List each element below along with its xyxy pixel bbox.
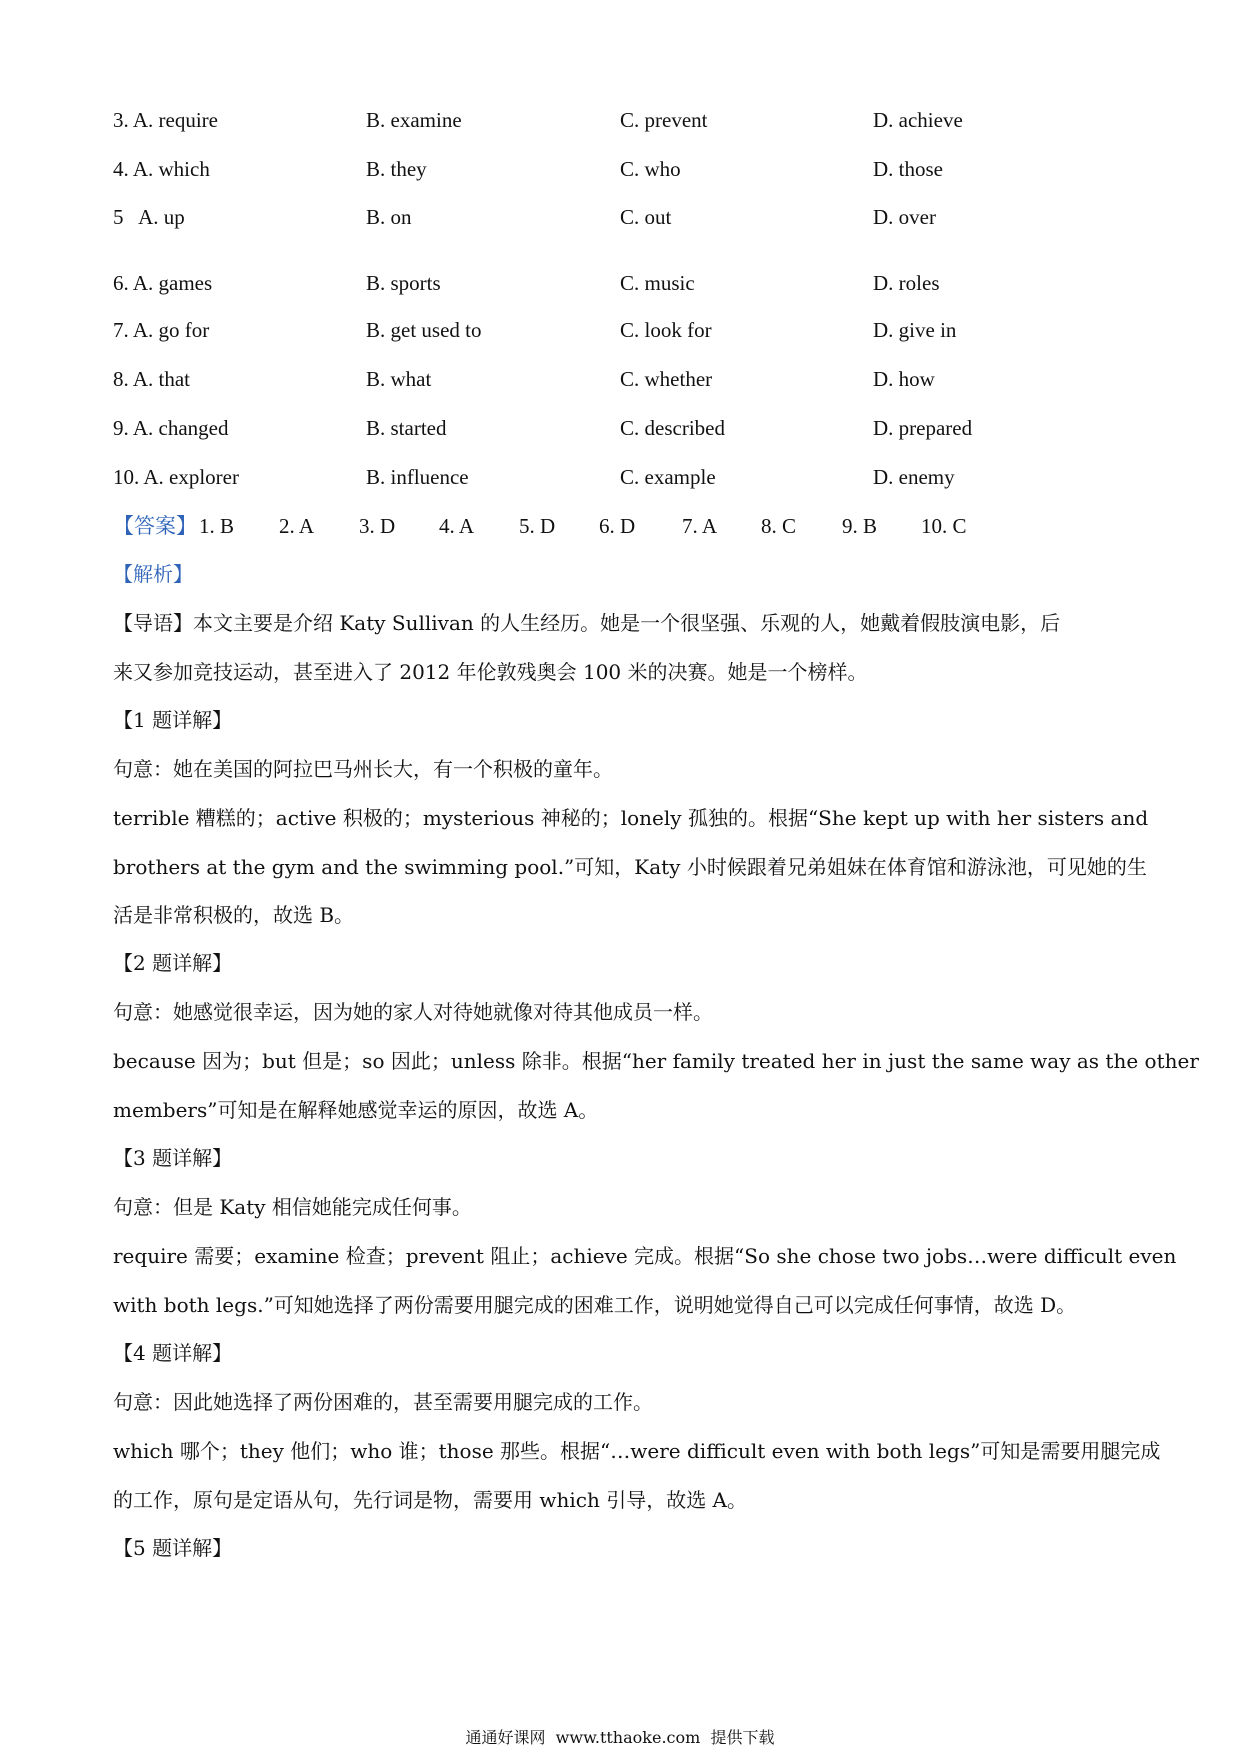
answer-item: 8. C — [761, 514, 797, 538]
answer-key — [113, 509, 967, 543]
option-a: 7. A. go for — [113, 318, 210, 342]
section-heading: 【5 题详解】 — [113, 1536, 233, 1560]
section-heading: 【2 题详解】 — [113, 951, 233, 975]
option-b: B. sports — [366, 271, 441, 295]
option-d: D. how — [873, 367, 935, 391]
option-b: B. influence — [366, 465, 469, 489]
option-b: B. what — [366, 367, 432, 391]
sentence-meaning: 句意：她感觉很幸运，因为她的家人对待她就像对待其他成员一样。 — [113, 1000, 713, 1024]
option-row-4 — [113, 152, 1133, 186]
answer-item: 10. C — [921, 514, 967, 538]
sentence-meaning: 句意：因此她选择了两份困难的，甚至需要用腿完成的工作。 — [113, 1390, 653, 1414]
option-b: B. on — [366, 205, 412, 229]
answer-item: 9. B — [842, 514, 878, 538]
option-row-8 — [113, 362, 1133, 396]
analysis-label: 【解析】 — [113, 562, 193, 586]
explanation-line: 活是非常积极的，故选 B。 — [113, 903, 355, 927]
section-heading: 【4 题详解】 — [113, 1341, 233, 1365]
answer-label: 【答案】 — [113, 514, 197, 538]
option-row-3 — [113, 103, 1133, 137]
section-heading: 【1 题详解】 — [113, 708, 233, 732]
option-a: 8. A. that — [113, 367, 190, 391]
sentence-meaning: 句意：她在美国的阿拉巴马州长大，有一个积极的童年。 — [113, 757, 613, 781]
answer-item: 4. A — [439, 514, 475, 538]
option-c: C. whether — [620, 367, 713, 391]
option-d: D. enemy — [873, 465, 955, 489]
sentence-meaning: 句意：但是 Katy 相信她能完成任何事。 — [113, 1195, 472, 1219]
option-c: C. who — [620, 157, 681, 181]
explanation-line: which 哪个；they 他们；who 谁；those 那些。根据“…were difficult even with both legs”可知是需要用腿完成 — [113, 1439, 1161, 1463]
option-b: B. they — [366, 157, 427, 181]
option-c: C. out — [620, 205, 672, 229]
option-row-5 — [113, 200, 1133, 234]
page-footer: 通通好课网 www.tthaoke.com 提供下载 — [465, 1728, 775, 1747]
explanation-line: with both legs.”可知她选择了两份需要用腿完成的困难工作，说明她觉得自己可以完成任何事情，故选 D。 — [113, 1293, 1077, 1317]
answer-item: 7. A — [682, 514, 718, 538]
intro-line: 来又参加竞技运动，甚至进入了 2012 年伦敦残奥会 100 米的决赛。她是一个榜样。 — [113, 660, 868, 684]
option-row-6 — [113, 266, 1133, 300]
option-c: C. example — [620, 465, 716, 489]
option-a: 6. A. games — [113, 271, 213, 295]
explanation-line: because 因为；but 但是；so 因此；unless 除非。根据“her family treated her in just the same way as the other — [113, 1049, 1199, 1073]
option-a: 3. A. require — [113, 108, 218, 132]
option-d: D. prepared — [873, 416, 973, 440]
option-b: B. get used to — [366, 318, 482, 342]
option-d: D. give in — [873, 318, 957, 342]
explanation-line: require 需要；examine 检查；prevent 阻止；achieve 完成。根据“So she chose two jobs…were difficult even — [113, 1244, 1177, 1268]
explanation-line: 的工作，原句是定语从句，先行词是物，需要用 which 引导，故选 A。 — [113, 1488, 747, 1512]
explanation-line: terrible 糟糕的；active 积极的；mysterious 神秘的；lonely 孤独的。根据“She kept up with her sisters and — [113, 806, 1149, 830]
option-b: B. examine — [366, 108, 462, 132]
answer-item: 6. D — [599, 514, 636, 538]
answer-item: 3. D — [359, 514, 396, 538]
option-a: 5 A. up — [113, 205, 185, 229]
option-d: D. those — [873, 157, 943, 181]
option-a: 4. A. which — [113, 157, 210, 181]
option-c: C. prevent — [620, 108, 708, 132]
explanation-line: members”可知是在解释她感觉幸运的原因，故选 A。 — [113, 1098, 599, 1122]
option-c: C. described — [620, 416, 725, 440]
option-d: D. over — [873, 205, 936, 229]
option-d: D. roles — [873, 271, 940, 295]
option-row-10 — [113, 460, 1133, 494]
option-c: C. look for — [620, 318, 712, 342]
option-row-7 — [113, 313, 1133, 347]
option-c: C. music — [620, 271, 695, 295]
option-a: 9. A. changed — [113, 416, 229, 440]
option-row-9 — [113, 411, 1133, 445]
section-heading: 【3 题详解】 — [113, 1146, 233, 1170]
option-a: 10. A. explorer — [113, 465, 239, 489]
option-b: B. started — [366, 416, 447, 440]
explanation-line: brothers at the gym and the swimming pool.”可知，Katy 小时候跟着兄弟姐妹在体育馆和游泳池，可见她的生 — [113, 855, 1147, 879]
intro-line: 【导语】本文主要是介绍 Katy Sullivan 的人生经历。她是一个很坚强、乐观的人，她戴着假肢演电影，后 — [113, 611, 1061, 635]
answer-item: 2. A — [279, 514, 315, 538]
answer-item: 1. B — [199, 514, 235, 538]
answer-item: 5. D — [519, 514, 556, 538]
option-d: D. achieve — [873, 108, 963, 132]
